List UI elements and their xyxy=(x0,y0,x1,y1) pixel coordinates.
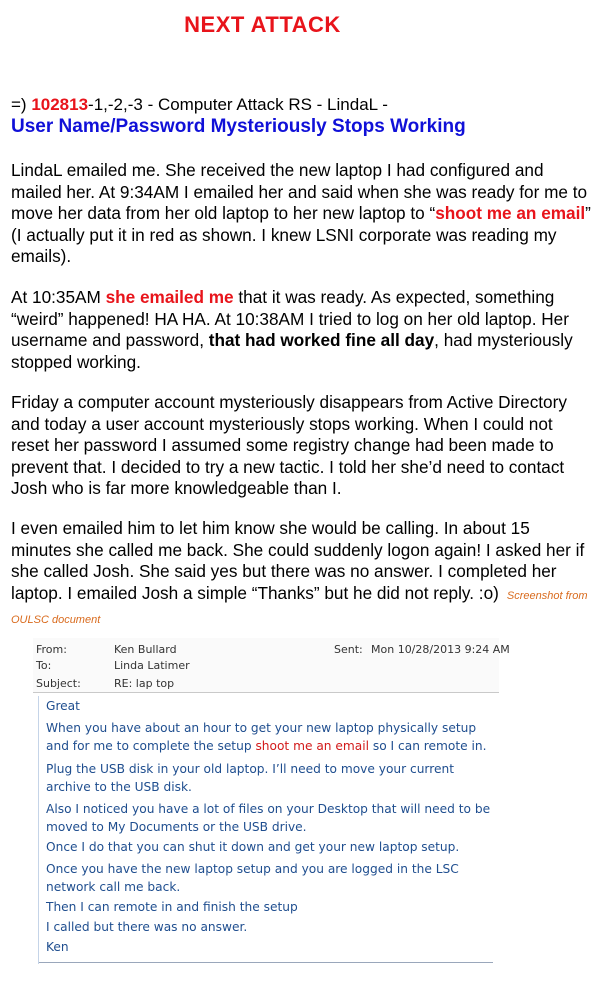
email-line: When you have about an hour to get your new laptop physically setup xyxy=(46,721,477,735)
paragraph-1 xyxy=(11,160,591,268)
paragraph-2 xyxy=(11,287,591,373)
from-value: Ken Bullard xyxy=(114,643,177,656)
p4-text: I even emailed him to let him know she would be calling. In about 15 minutes she called me back. She could suddenly logon again! I asked her if she called Josh. She said yes but there was no answer. I completed her laptop. I emailed Josh a simple “Thanks” but he did not reply. :o) xyxy=(11,518,585,603)
to-label: To: xyxy=(36,659,52,672)
paragraph-3: Friday a computer account mysteriously disappears from Active Directory and today a user account mysteriously stops working. When I could not reset her password I assumed some registry change had been made to prevent that. I decided to try a new tactic. I told her she’d need to contact Josh who is far more knowledgeable than I. xyxy=(11,392,567,499)
p2-highlight: she emailed me xyxy=(105,287,234,307)
p2-text-e: , had mysteriously stopped working. xyxy=(11,330,573,372)
email-line-part: so I can remote in. xyxy=(369,739,487,753)
email-line: archive to the USB disk. xyxy=(46,780,192,794)
ref-prefix: =) xyxy=(11,95,32,114)
p2-text-a: At 10:35AM xyxy=(11,287,106,307)
to-value: Linda Latimer xyxy=(114,659,190,672)
email-line xyxy=(46,738,487,755)
email-body xyxy=(38,696,499,964)
email-highlight: shoot me an email xyxy=(255,739,369,753)
p1-text-a: LindaL emailed me. She received the new laptop I had configured and mailed her. At 9:34AM I emailed her and said when she was ready for me to move her data from her old laptop to her new laptop to “ xyxy=(11,160,588,224)
ref-code: 102813 xyxy=(31,95,89,114)
email-divider xyxy=(39,962,493,963)
subject-value: RE: lap top xyxy=(114,677,175,690)
email-line: Great xyxy=(46,699,80,713)
ref-suffix: -1,-2,-3 - Computer Attack RS - LindaL - xyxy=(88,95,388,114)
page-title: NEXT ATTACK xyxy=(184,12,341,37)
email-line: I called but there was no answer. xyxy=(46,920,248,934)
email-line: network call me back. xyxy=(46,880,181,894)
screenshot-caption: Screenshot from OULSC document xyxy=(11,589,588,627)
reference-line xyxy=(11,95,388,115)
email-line: Once I do that you can shut it down and get your new laptop setup. xyxy=(46,840,460,854)
email-line: Once you have the new laptop setup and you are logged in the LSC xyxy=(46,862,459,876)
paragraph-4 xyxy=(11,518,591,632)
email-line-part: and for me to complete the setup xyxy=(46,739,256,753)
subject-label: Subject: xyxy=(36,677,81,690)
email-line: Also I noticed you have a lot of files on your Desktop that will need to be xyxy=(46,802,491,816)
from-label: From: xyxy=(36,643,67,656)
p2-text-c: that it was ready. As expected, something “weird” happened! HA HA. At 10:38AM I tried to log on her old laptop. Her username and password, xyxy=(11,287,569,351)
email-line: Ken xyxy=(46,940,69,954)
email-line: Then I can remote in and finish the setup xyxy=(46,900,298,914)
p1-text-c: ” (I actually put it in red as shown. I knew LSNI corporate was reading my emails). xyxy=(11,203,591,267)
email-screenshot xyxy=(33,636,529,966)
sent-value: Mon 10/28/2013 9:24 AM xyxy=(371,643,510,656)
email-line: Plug the USB disk in your old laptop. I’ll need to move your current xyxy=(46,762,454,776)
sent-label: Sent: xyxy=(334,643,363,656)
subtitle: User Name/Password Mysteriously Stops Working xyxy=(11,116,466,137)
p2-bold: that had worked fine all day xyxy=(208,330,435,351)
p1-highlight: shoot me an email xyxy=(435,203,586,224)
email-line: moved to My Documents or the USB drive. xyxy=(46,820,307,834)
